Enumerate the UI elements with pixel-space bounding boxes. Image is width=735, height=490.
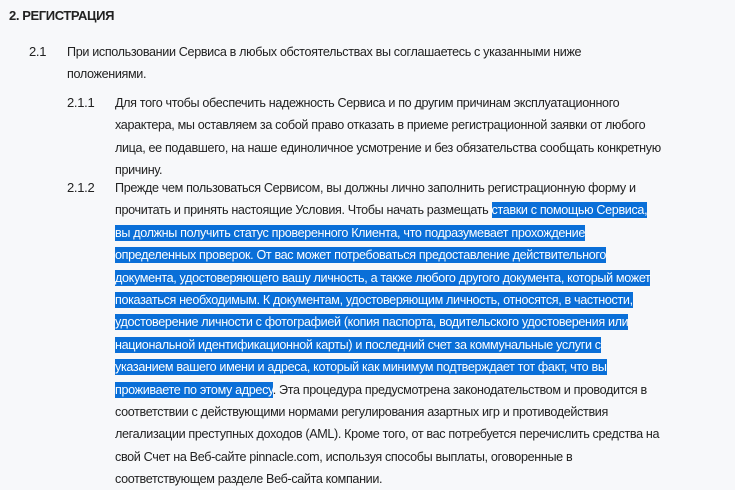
- selected-text: документа, удостоверяющего вашу личность, а также любого другого документа, который может: [115, 270, 651, 285]
- clause-number: 2.1.1: [67, 95, 95, 110]
- text-line: При использовании Сервиса в любых обстоятельствах вы соглашаетесь с указанными ниже: [67, 45, 582, 59]
- text-line: [115, 334, 659, 356]
- text-line: [115, 289, 659, 311]
- text-line: Для того чтобы обеспечить надежность Сервиса и по другим причинам эксплуатационного: [115, 96, 620, 110]
- selected-text: указанием вашего имени и адреса, который как минимум подтверждает тот факт, что вы: [115, 360, 607, 375]
- text-line: [115, 311, 659, 333]
- text-line: [115, 446, 659, 468]
- text-line: лица, ее подавшего, на наше единоличное усмотрение и без обязательства сообщать конкретную: [115, 140, 661, 155]
- text-line: причину.: [115, 163, 163, 178]
- text-line: [115, 177, 659, 199]
- text-segment: Прежде чем пользоваться Сервисом, вы должны лично заполнить регистрационную форму и: [115, 181, 636, 195]
- clause-2-1-2-text[interactable]: [115, 177, 659, 490]
- text-line: [115, 401, 659, 423]
- selected-text: определенных проверок. От вас может потребоваться предоставление действительного: [115, 248, 606, 263]
- text-line: положениями.: [67, 67, 147, 82]
- text-line: характера, мы оставляем за собой право отказать в приеме регистрационной заявки от любого: [115, 118, 646, 133]
- text-segment: прочитать и принять настоящие Условия. Чтобы начать размещать: [115, 203, 492, 218]
- clause-number: 2.1.2: [67, 180, 95, 195]
- text-line: [115, 423, 659, 445]
- selected-text: вы должны получить статус проверенного Клиента, что подразумевает прохождение: [115, 225, 585, 240]
- text-segment: соответствии с действующими нормами регулирования азартных игр и противодействия: [115, 404, 608, 419]
- selected-text: ставки с помощью Сервиса,: [491, 203, 648, 218]
- text-line: [115, 199, 659, 221]
- text-line: [115, 244, 659, 266]
- text-segment: легализации преступных доходов (AML). Кроме того, от вас потребуется перечислить средства на: [115, 427, 660, 442]
- text-segment: соответствующем разделе Веб-сайта компании.: [115, 472, 383, 487]
- text-line: [115, 356, 659, 378]
- selected-text: удостоверение личности с фотографией (копия паспорта, водительского удостоверения или: [115, 315, 629, 330]
- clause-2-1-1-text[interactable]: [115, 92, 661, 182]
- text-line: [115, 267, 659, 289]
- selected-text: проживаете по этому адресу: [115, 382, 273, 397]
- selected-text: национальной идентификационной карты) и последний счет за коммунальные услуги с: [115, 337, 601, 352]
- text-segment: свой Счет на Веб-сайте pinnacle.com, используя способы выплаты, оговоренные в: [115, 449, 573, 464]
- section-heading: 2. РЕГИСТРАЦИЯ: [9, 8, 115, 23]
- text-line: [115, 379, 659, 401]
- text-line: [115, 222, 659, 244]
- clause-number: 2.1: [29, 44, 47, 59]
- clause-2-1-text[interactable]: [67, 41, 581, 86]
- selected-text: показаться необходимым. К документам, удостоверяющим личность, относятся, в частности,: [115, 292, 633, 307]
- text-line: [115, 468, 659, 490]
- text-segment: . Эта процедура предусмотрена законодательством и проводится в: [272, 382, 647, 397]
